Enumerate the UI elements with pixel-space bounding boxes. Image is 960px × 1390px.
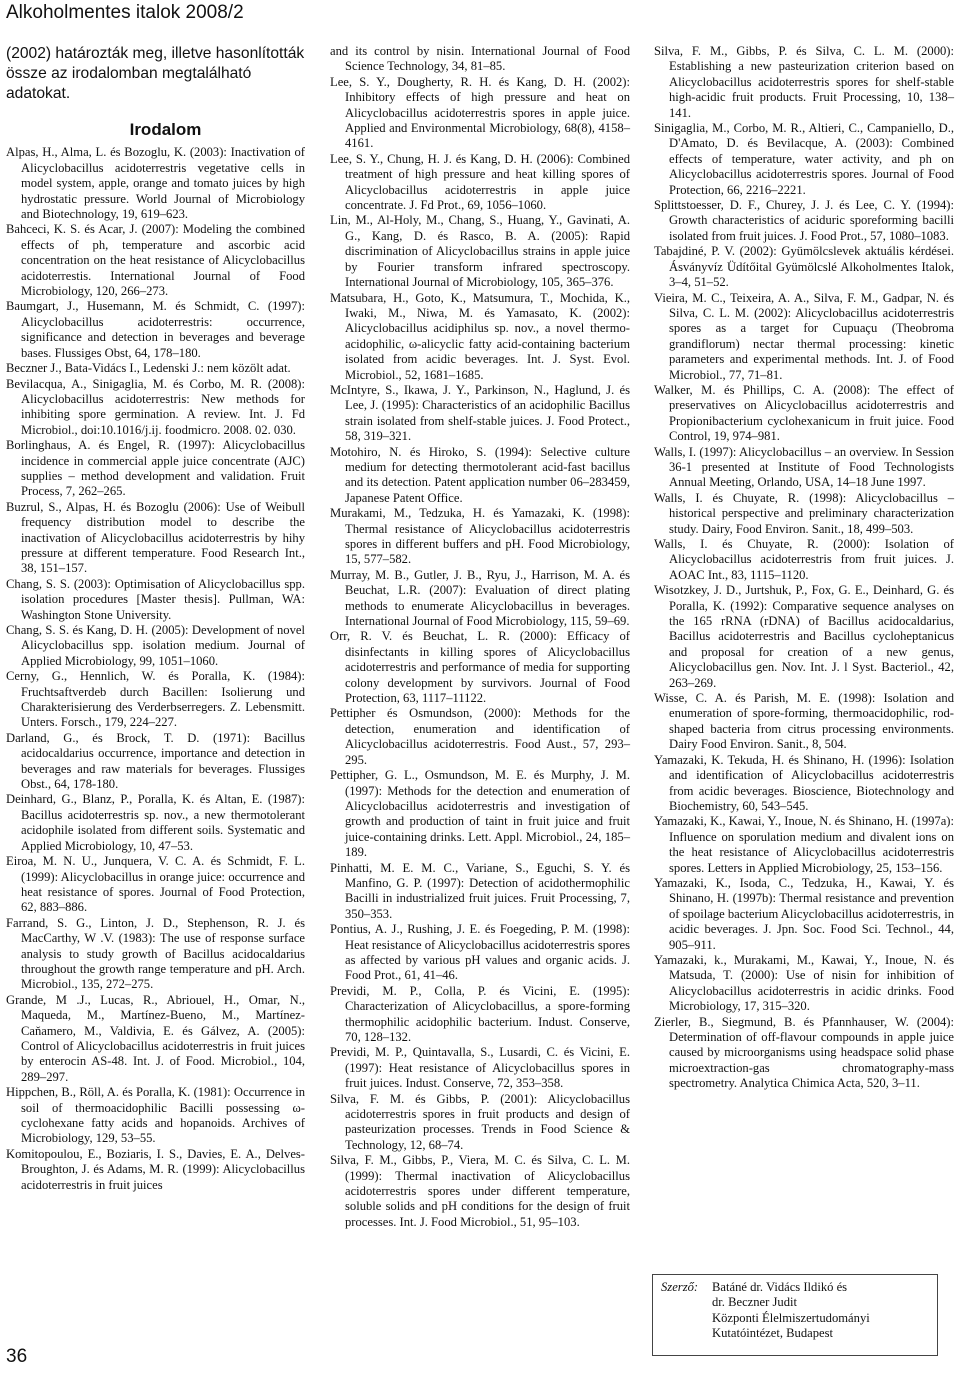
intro-paragraph: (2002) határozták meg, illetve hasonlították össze az irodalomban megtalálható adatokat. (6, 45, 305, 102)
reference-entry: Walls, I. és Chuyate, R. (2000): Isolation of Alicyclobacillus acidoterrestris from fruit juices. J. AOAC Int., 83, 1115–1120. (654, 537, 954, 582)
reference-entry: Tabajdiné, P. V. (2002): Gyümölcslevek aktuális kérdései. Ásványvíz Üdítőital Gyümölcslé Alkoholmentes Italok, 3–4, 51–52. (654, 244, 954, 290)
reference-entry: Baumgart, J., Husemann, M. és Schmidt, C. (1997): Alicyclobacillus acidoterrestris: occurrence, significance and detection in beverages and beverage bases. Flussiges Obst, 64, 178–180. (6, 299, 305, 360)
reference-entry: Silva, F. M. és Gibbs, P. (2001): Alicyclobacillus acidoterrestris spores in fruit products and design of pasteurization processes. Trends in Food Science & Technology, 12, 68–74. (330, 1091, 630, 1152)
reference-entry: Buzrul, S., Alpas, H. és Bozoglu (2006): Use of Weibull frequency distribution model to describe the inactivation of Alicyclobacillus acidoterrestris by hihy pressure at different temperature. Food Research Int., 38, 151–157. (6, 499, 305, 576)
author-line: dr. Beczner Judit (712, 1295, 797, 1310)
reference-entry: Walls, I. (1997): Alicyclobacillus – an overview. In Session 36-1 presented at Institute of Food Technologists Annual Meeting, Orlando, USA, 14–18 June 1997. (654, 444, 954, 490)
reference-entry: Zierler, B., Siegmund, B. és Pfannhauser, W. (2004): Determination of off-flavour compounds in apple juice caused by microorganisms using headspace solid phase microextraction-gas chromatography-mass spectrometry. Analytica Chimica Acta, 520, 3–11. (654, 1014, 954, 1091)
column-1 (6, 44, 305, 1193)
reference-entry: Splittstoesser, D. F., Churey, J. J. és Lee, C. Y. (1994): Growth characteristics of aciduric sporeforming bacilli isolated from fruit juices. J. Food Prot., 57, 1080–1083. (654, 198, 954, 243)
reference-entry: Yamazaki, K. Tekuda, H. és Shinano, H. (1996): Isolation and identification of Alicyclobacillus acidoterrestris from acidic beverages. Bioscience, Biotechnology and Biochemistry, 60, 543–545. (654, 752, 954, 813)
reference-entry: Bevilacqua, A., Sinigaglia, M. és Corbo, M. R. (2008): Alicyclobacillus acidoterrestris: New methods for inhibiting spore germination. A review. Int. J. Fd Microbiol., doi:10.1016/j.ij. foodmicro. 2008. 02. 030. (6, 376, 305, 437)
reference-entry: Beczner J., Bata-Vidács I., Ledenski J.: nem közölt adat. (6, 361, 291, 376)
author-names (712, 1280, 870, 1342)
reference-entry: Pontius, A. J., Rushing, J. E. és Foegeding, P. M. (1998): Heat resistance of Alicyclobacillus acidoterrestris spores as affected by various pH values and organic acids. J. Food Prot., 61, 41–46. (330, 922, 631, 983)
column-2 (330, 44, 630, 1230)
running-head: Alkoholmentes italok 2008/2 (6, 2, 244, 23)
reference-entry: Hippchen, B., Röll, A. és Poralla, K. (1981): Occurrence in soil of thermoacidophilic Bacilli possessing ω-cyclohexane fatty acids and hopanoids. Archives of Microbiology, 129, 53–55. (6, 1085, 305, 1146)
reference-entry: Yamazaki, k., Murakami, M., Kawai, Y., Inoue, N. és Matsuda, T. (2000): Use of nisin for inhibition of Alicyclobacillus acidoterrestris in acidic drinks. Food Microbiology, 17, 315–320. (654, 952, 954, 1014)
reference-entry: Sinigaglia, M., Corbo, M. R., Altieri, C., Campaniello, D., D'Amato, D. és Bevilacque, A. (2003): Combined effects of temperature, water activity, and ph on Alicyclobacillus acidoterrestris spores. Journal of Food Protection, 66, 2216–2221. (654, 121, 954, 197)
reference-entry: Pettipher és Osmundson, (2000): Methods for the detection, enumeration and identification of Alicyclobacillus acidoterrestris. Food Aust., 57, 293–295. (330, 706, 630, 767)
reference-entry: Alpas, H., Alma, L. és Bozoglu, K. (2003): Inactivation of Alicyclobacillus acidoterrestris vegetative cells in model system, apple, orange and tomato juices by high hydrostatic pressure. World Journal of Microbiology and Biotechnology, 19, 619–623. (6, 145, 305, 222)
reference-entry: Lin, M., Al-Holy, M., Chang, S., Huang, Y., Gavinati, A. G., Kang, D. és Rasco, B. A. (2005): Rapid discrimination of Alicyclobacillus strains in apple juice by Fourier transform infrared spectroscopy. International Journal of Microbiology, 105, 365–376. (330, 213, 630, 290)
reference-entry: and its control by nisin. International Journal of Food Science Technology, 34, 81–85. (330, 44, 630, 74)
reference-entry: Chang, S. S. (2003): Optimisation of Alicyclobacillus spp. isolation procedures [Master thesis]. Pullman, WA: Washington Stone University. (6, 576, 305, 622)
reference-entry: Yamazaki, K., Kawai, Y., Inoue, N. és Shinano, H. (1997a): Influence on sporulation medium and divalent ions on the heat resistance of Alicyclobacillus acidoterrestris spores. Letters in Applied Microbiology, 25, 153–156. (654, 814, 954, 875)
reference-entry: Silva, F. M., Gibbs, P. és Silva, C. L. M. (2000): Establishing a new pasteurization criterion based on Alicyclobacillus acidoterrestris spores for shelf-stable high-acidic fruit products. Fruit Processing, 10, 138–141. (654, 44, 954, 120)
author-line: Batáné dr. Vidács Ildikó és (712, 1280, 848, 1294)
author-line: Központi Élelmiszertudományi (712, 1310, 870, 1325)
reference-entry: Pinhatti, M. E. M. C., Variane, S., Eguchi, S. Y. és Manfino, G. P. (1997): Detection of acidothermophilic Bacilli in industrialized fruit juices. Fruit Processing, 7, 350–353. (330, 860, 630, 921)
reference-entry: Silva, F. M., Gibbs, P., Viera, M. C. és Silva, C. L. M. (1999): Thermal inactivation of Alicyclobacillus acidoterrestris spores under different temperature, soluble solids and pH conditions for the design of fruit processes. Int. J. Food Microbiol., 51, 95–103. (330, 1153, 630, 1229)
reference-entry: Pettipher, G. L., Osmundson, M. E. és Murphy, J. M. (1997): Methods for the detection and enumeration of Alicyclobacillus acidoterrestris and investigation of growth and production of taint in fruit juice and fruit juice-containing drinks. Lett. Appl. Microbiol., 24, 185–189. (330, 768, 630, 860)
reference-list-col2 (330, 44, 630, 1230)
author-box (652, 1274, 938, 1356)
author-line: Kutatóintézet, Budapest (712, 1326, 834, 1341)
reference-entry: Motohiro, N. és Hiroko, S. (1994): Selective culture medium for detecting thermotolerant acid-fast bacillus and its detection. Patent application number 06–283459, Japanese Patent Office. (330, 444, 630, 505)
reference-entry: Darland, G., és Brock, T. D. (1971): Bacillus acidocaldarius occurrence, importance and detection in beverages and raw materials for beverages. Flussiges Obst., 64, 178-180. (6, 730, 305, 792)
reference-entry: Walls, I. és Chuyate, R. (1998): Alicyclobacillus – historical perspective and preliminary characterization study. Dairy, Food Environ. Sanit., 18, 499–503. (654, 490, 954, 536)
reference-entry: Murray, M. B., Gutler, J. B., Ryu, J., Harrison, M. A. és Beuchat, L.R. (2007): Evaluation of direct plating methods to enumerate Alicyclobacillus in beverages. International Journal of Food Microbiology, 115, 59–69. (330, 567, 630, 629)
reference-entry: Previdi, M. P., Colla, P. és Vicini, E. (1995): Characterization of Alicyclobacillus, a spore-forming thermophilic acidophilic bacterium. Indust. Conserve, 70, 128–132. (330, 983, 630, 1044)
page-number: 36 (6, 1346, 28, 1367)
reference-entry: Grande, M .J., Lucas, R., Abriouel, H., Omar, N., Maqueda, M., Martínez-Bueno, M., Martínez-Caňamero, M., Valdivia, E. és Gálvez, A. (2005): Control of Alicyclobacillus acidoterrestris in fruit juices by enterocin AS-48. Int. J. of Food. Microbiol., 104, 289–297. (6, 992, 305, 1084)
reference-entry: Eiroa, M. N. U., Junquera, V. C. A. és Schmidt, F. L. (1999): Alicyclobacillus in orange juice: occurrence and heat resistance of spores. Journal of Food Protection, 62, 883–886. (6, 854, 305, 915)
reference-entry: Orr, R. V. és Beuchat, L. R. (2000): Efficacy of disinfectants in killing spores of Alicyclobacillus acidoterrestris and performance of media for supporting colony development by survivors. Journal of Food Protection, 63, 1117–11122. (330, 629, 630, 706)
reference-entry: McIntyre, S., Ikawa, J. Y., Parkinson, N., Haglund, J. és Lee, J. (1995): Characteristics of an acidophilic Bacillus strain isolated from shelf-stable juices. J. Food Protect., 58, 319–321. (330, 382, 630, 444)
reference-entry: Komitopoulou, E., Boziaris, I. S., Davies, E. A., Delves-Broughton, J. és Adams, M. R. (1999): Alicyclobacillus acidoterrestris in fruit juices (6, 1146, 305, 1192)
reference-entry: Vieira, M. C., Teixeira, A. A., Silva, F. M., Gadpar, N. és Silva, C. L. M. (2002): Alicyclobacillus acidoterrestris spores as a target for Cupuaçu (Theobroma grandiflorum) nectar thermal processing: kinetic parameters and experimental methods. Int. J. of Food Microbiol., 77, 71–81. (654, 290, 954, 382)
reference-entry: Murakami, M., Tedzuka, H. és Yamazaki, K. (1998): Thermal resistance of Alicyclobacillus acidoterrestris spores in different buffers and pH. Food Microbiology, 15, 577–582. (330, 506, 630, 567)
reference-entry: Lee, S. Y., Dougherty, R. H. és Kang, D. H. (2002): Inhibitory effects of high pressure and heat on Alicyclobacillus acidoterrestris spores in apple juice. Applied and Environmental Microbiology, 68(8), 4158–4161. (330, 74, 630, 151)
reference-entry: Deinhard, G., Blanz, P., Poralla, K. és Altan, E. (1987): Bacillus acidoterrestris sp. nov., a new thermotolerant acidophile isolated from different soils. Systematic and Applied Microbiology, 10, 47–53. (6, 792, 305, 853)
column-3 (654, 44, 954, 1092)
reference-entry: Cerny, G., Hennlich, W. és Poralla, K. (1984): Fruchtsaftverdeb durch Bacillen: Isolierung und Charakterisierung des Verderbserregers. Z. Lebensmitt. Unters. Forsch., 179, 224–227. (6, 669, 305, 730)
reference-list-col1 (6, 145, 305, 1193)
reference-entry: Wisse, C. A. és Parish, M. E. (1998): Isolation and enumeration of spore-forming, thermoacidophilic, rod-shaped bacteria from citrus processing environments. Dairy Food Environ. Sanit., 8, 504. (654, 691, 954, 752)
reference-entry: Bahceci, K. S. és Acar, J. (2007): Modeling the combined effects of ph, temperature and ascorbic acid concentration on the heat resistance of Alicyclobacillus acidoterrestis. International Journal of Food Microbiology, 120, 266–273. (6, 222, 305, 299)
author-label: Szerző: (661, 1280, 699, 1294)
reference-entry: Chang, S. S. és Kang, D. H. (2005): Development of novel Alicyclobacillus spp. isolation medium. Journal of Applied Microbiology, 99, 1051–1060. (6, 623, 305, 668)
reference-entry: Farrand, S. G., Linton, J. D., Stephenson, R. J. és MacCarthy, W .V. (1983): The use of response surface analysis to study growth of Bacillus acidocaldarius throughout the growth range temperature and pH. Arch. Microbiol., 135, 272–275. (6, 915, 305, 992)
reference-entry: Wisotzkey, J. D., Jurtshuk, P., Fox, G. E., Deinhard, G. és Poralla, K. (1992): Comparative sequence analyses on the 165 rRNA (rDNA) of Bacillus acidocaldarius, Bacillus acidoterrestris and Bacillus cycloheptanicus and proposal for creation of a new genus, Alicyclobacillus gen. Nov. Int. J. l Syst. Bacteriol., 42, 263–269. (654, 583, 954, 690)
reference-entry: Borlinghaus, A. és Engel, R. (1997): Alicyclobacillus incidence in commercial apple juice concentrate (AJC) supplies – method development and validation. Fruit Process, 7, 262–265. (6, 438, 305, 499)
reference-entry: Lee, S. Y., Chung, H. J. és Kang, D. H. (2006): Combined treatment of high pressure and heat killing spores of Alicyclobacillus acidoterrestris in apple juice concentrate. J. Fd Prot., 69, 1056–1060. (330, 151, 630, 213)
reference-list-col3 (654, 44, 954, 1092)
section-title: Irodalom (129, 120, 202, 139)
reference-entry: Matsubara, H., Goto, K., Matsumura, T., Mochida, K., Iwaki, M., Niwa, M. és Yamasato, K. (2002): Alicyclobacillus acidiphilus sp. nov., a novel thermo-acidophilic, ω-alicyclic fatty acid-containing bacterium isolated from acidic beverages. Int. J. Syst. Evol. Microbiol., 52, 1681–1685. (330, 290, 630, 382)
reference-entry: Yamazaki, K., Isoda, C., Tedzuka, H., Kawai, Y. és Shinano, H. (1997b): Thermal resistance and prevention of spoilage bacterium Alicyclobacillus acidoterrestris, in acidic beverages. J. Jpn. Soc. Food Sci. Technol., 44, 905–911. (654, 875, 954, 952)
reference-entry: Previdi, M. P., Quintavalla, S., Lusardi, C. és Vicini, E. (1997): Heat resistance of Alicyclobacillus spores in fruit juices. Indust. Conserve, 72, 353–358. (330, 1045, 630, 1091)
reference-entry: Walker, M. és Phillips, C. A. (2008): The effect of preservatives on Alicyclobacillus acidoterrestris and Propionibacterium cyclohexanicum in fruit juice. Food Control, 19, 974–981. (654, 382, 954, 444)
